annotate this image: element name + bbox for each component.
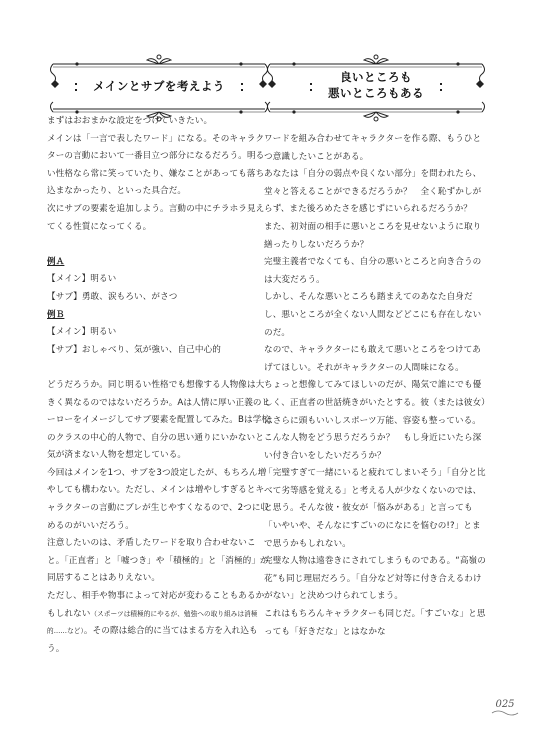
example-b-label: 例Ｂ	[47, 309, 65, 320]
paragraph: あなたは「自分の弱点や良くない部分」を問われたら、堂々と答えることができるだろうか？ 全く恥ずかしがらず、また後ろめたさを感じずにいられるだろうか？ また、初対面の相手に悪いところを見せないように取り繕ったりしないだろうか？	[264, 169, 482, 250]
right-body	[264, 131, 488, 641]
paragraph	[47, 588, 271, 658]
page-number-text: 025	[495, 699, 515, 710]
left-body	[47, 113, 271, 658]
paragraph-text: ただし、相手や物事によって対応が変わることもあるかもしれない	[47, 591, 265, 619]
paragraph: なので、キャラクターにも敢えて悪いところをつけてあげてほしい。それがキャラクターの人間味になる。	[264, 345, 482, 373]
example-b-main: 【メイン】明るい	[47, 327, 117, 338]
example-a-label: 例Ａ	[47, 256, 65, 267]
section-heading-line1: 良いところも	[340, 70, 412, 84]
paragraph: 完璧主義者でなくても、自分の悪いところと向き合うのは大変だろう。	[264, 257, 482, 285]
paragraph: 今回はメインを1つ、サブを3つ設定したが、もちろん増やしても構わない。ただし、メインは増やしすぎるとキャラクターの言動にブレが生じやすくなるので、2つに収めるのがいいだろう。	[47, 467, 270, 531]
section-heading-line2: 悪いところもある	[328, 86, 424, 100]
paragraph: 次にサブの要素を追加しよう。言動の中にチラホラ見えてくる性質になってくる。	[47, 203, 265, 232]
flourish-icon	[491, 710, 519, 716]
paragraph: ワードを組み合わせてキャラクターを作る際、もうひとつ意識したいことがある。	[264, 134, 482, 162]
section-header-right	[264, 52, 488, 124]
paragraph-text: 。その際は総合的に当てはまる方を入れ込もう。	[47, 626, 258, 654]
paragraph: まずはおおまかな設定をつけていきたい。	[47, 116, 213, 126]
section-heading: メインとサブを考えよう	[93, 79, 225, 93]
paragraph: 注意したいのは、矛盾したワードを取り合わせないこと。「正直者」と「嘘つき」や「積極的」と「消極的」が同居することはありえない。	[47, 538, 269, 584]
page-number	[488, 699, 522, 716]
paragraph: これはもちろんキャラクターも同じだ。「すごいな」と思っても「好きだな」とはなかな	[264, 609, 486, 637]
paragraph: ちょっと想像してみてほしいのだが、陽気で誰にでも優しく、正直者の世話焼きがいたとする。彼（または彼女）はさらに頭もいいしスポーツ万能、容姿も整っている。こんな人物をどう思うだろうか？ もし身近にいたら深い付き合いをしたいだろうか？	[264, 380, 486, 461]
example-b-sub: 【サブ】おしゃべり、気が強い、自己中心的	[47, 344, 221, 355]
paragraph: しかし、そんな悪いところも踏まえてのあなた自身だし、悪いところが全くない人間などどこにも存在しないのだ。	[264, 292, 482, 338]
example-a-sub: 【サブ】勇敢、涙もろい、がさつ	[47, 291, 178, 302]
paragraph: メインは「一言で表したワード」になる。そのキャラクターの言動において一番目立つ部分になるだろう。明るい性格なら常に笑っていたり、嫌なことがあっても落ち込まなかったり、といった具合だ。	[47, 133, 265, 197]
paragraph: 「完璧すぎて一緒にいると疲れてしまいそう」「自分と比べて劣等感を覚える」と考える人が少なくないのでは、と思う。そんな彼・彼女が「悩みがある」と言っても「いやいや、そんなにすごいのになにを悩むの!?」とまで思うかもしれない。	[264, 468, 486, 549]
parenthetical-note: （スポーツは積極的にやるが、勉強への取り組みは消極的……など）	[47, 609, 258, 636]
paragraph: 完璧な人物は遠巻きにされてしまうものである。“高嶺の花”も同じ理屈だろう。「自分など対等に付き合えるわけがない」と決めつけられてしまう。	[264, 556, 486, 602]
example-a-main: 【メイン】明るい	[47, 274, 117, 285]
paragraph: どうだろうか。同じ明るい性格でも想像する人物像は大きく異なるのではないだろうか。Aは人情に厚い正義のヒーローをイメージしてサブ要素を配置してみた。Bは学校のクラスの中心的人物で、自分の思い通りにいかないと気が済まない人物を想定している。	[47, 379, 271, 461]
